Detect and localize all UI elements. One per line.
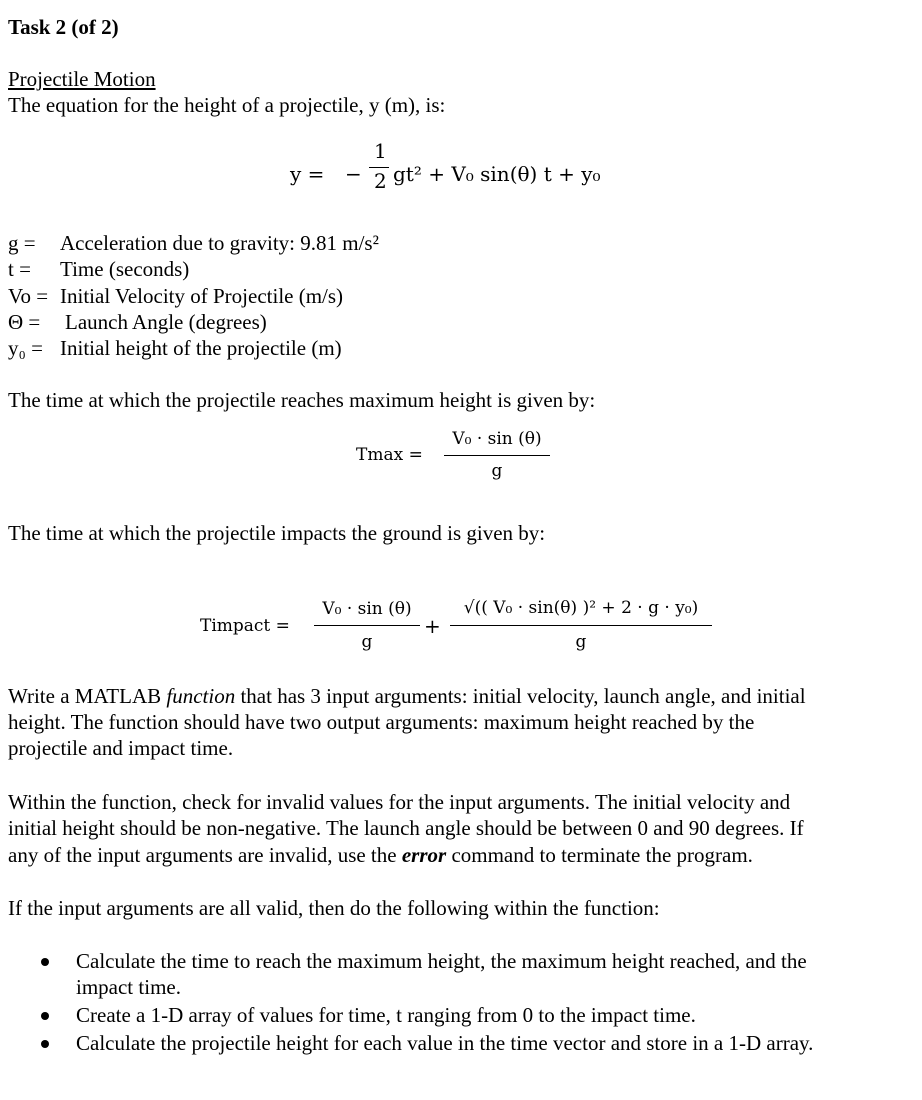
var-desc: Time (seconds) — [60, 257, 190, 281]
para-line: initial height should be non-negative. The launch angle should be between 0 and 90 degrees. If — [8, 816, 804, 840]
para-line — [8, 683, 806, 709]
timpact-num1: V₀ · sin (θ) — [322, 599, 412, 619]
var-symbol: Θ = — [8, 310, 41, 334]
para-line — [8, 842, 753, 868]
tmax-den: g — [491, 461, 503, 481]
eq-frac-num: 1 — [374, 139, 387, 163]
var-desc: Launch Angle (degrees) — [65, 310, 267, 334]
var-symbol: t = — [8, 257, 31, 281]
bullet-line: Create a 1-D array of values for time, t ranging from 0 to the impact time. — [76, 1003, 696, 1027]
var-row — [8, 309, 267, 335]
para-emphasis: function — [166, 684, 236, 708]
tmax-lhs: Tmax = — [356, 445, 423, 465]
para-emphasis: error — [401, 843, 447, 867]
var-desc: Acceleration due to gravity: 9.81 m/s² — [60, 231, 379, 255]
eq-neg: − — [345, 162, 362, 186]
task-title: Task 2 (of 2) — [8, 15, 119, 39]
eq-frac-den: 2 — [374, 169, 387, 193]
timpact-lhs: Timpact = — [200, 616, 290, 636]
eq-rest: gt² + V₀ sin(θ) t + y₀ — [393, 162, 601, 186]
var-symbol: y₀ = — [8, 336, 43, 360]
para-line: Within the function, check for invalid values for the input arguments. The initial velocity and — [8, 790, 791, 814]
para-text: any of the input arguments are invalid, use the — [8, 843, 402, 867]
var-row — [8, 335, 342, 361]
bullet-dot — [41, 958, 49, 966]
timpact-den2: g — [575, 632, 587, 652]
timpact-bar1 — [314, 625, 420, 626]
timpact-intro: The time at which the projectile impacts the ground is given by: — [8, 521, 546, 545]
tmax-intro: The time at which the projectile reaches maximum height is given by: — [8, 388, 596, 412]
para-line: height. The function should have two output arguments: maximum height reached by the — [8, 710, 755, 734]
bullet-line: Calculate the time to reach the maximum height, the maximum height reached, and the — [76, 949, 807, 973]
tmax-num: V₀ · sin (θ) — [452, 429, 542, 449]
bullet-dot — [41, 1040, 49, 1048]
timpact-num2: √(( V₀ · sin(θ) )² + 2 · g · y₀) — [463, 598, 699, 618]
timpact-plus: + — [424, 614, 441, 638]
bullet-dot — [41, 1012, 49, 1020]
var-row — [8, 256, 189, 282]
para-line: projectile and impact time. — [8, 736, 234, 760]
var-row — [8, 283, 343, 309]
var-row — [8, 230, 379, 256]
var-desc: Initial height of the projectile (m) — [60, 336, 342, 360]
bullet-line: Calculate the projectile height for each value in the time vector and store in a 1-D array. — [76, 1031, 814, 1055]
paragraph-steps: If the input arguments are all valid, then do the following within the function: — [8, 896, 660, 920]
para-text: Write a MATLAB — [8, 684, 167, 708]
var-desc: Initial Velocity of Projectile (m/s) — [60, 284, 344, 308]
tmax-bar — [444, 455, 550, 456]
timpact-bar2 — [450, 625, 712, 626]
bullet-line: impact time. — [76, 975, 181, 999]
para-text: command to terminate the program. — [446, 843, 753, 867]
var-symbol: g = — [8, 231, 36, 255]
var-symbol: Vo = — [8, 284, 49, 308]
eq-lhs: y = — [290, 162, 325, 186]
section-heading: Projectile Motion — [8, 67, 156, 91]
timpact-den1: g — [361, 632, 373, 652]
para-text: that has 3 input arguments: initial velocity, launch angle, and initial — [235, 684, 806, 708]
intro-text: The equation for the height of a projectile, y (m), is: — [8, 93, 446, 117]
